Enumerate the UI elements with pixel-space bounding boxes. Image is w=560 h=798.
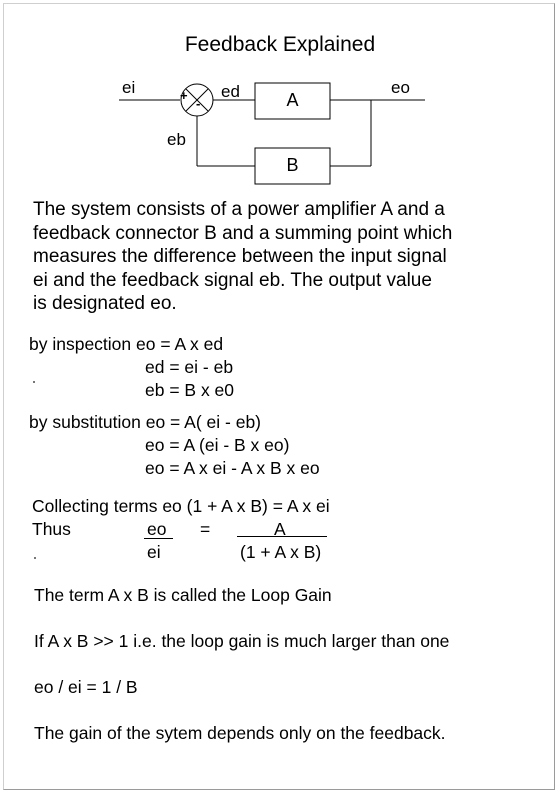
signal-label-output: eo [391,78,410,97]
thus-label: Thus [32,519,71,539]
description-line: The system consists of a power amplifier A and a [33,199,445,220]
description-line: ei and the feedback signal eb. The output value [33,269,432,291]
block-a-label: A [286,90,299,110]
stray-dot [33,381,35,383]
substitution-equation-3: eo = A x ei - A x B x eo [145,458,320,478]
collecting-terms-equation: Collecting terms eo (1 + A x B) = A x ei [32,496,330,516]
description-paragraph [33,198,548,316]
signal-label-feedback: eb [167,130,186,149]
description-line: feedback connector B and a summing point which [33,222,453,244]
page [3,3,555,790]
stray-dot [34,557,36,559]
substitution-equation-2: eo = A (ei - B x eo) [145,435,290,455]
substitution-equation-1: by substitution eo = A( ei - eb) [29,412,262,432]
page-title: Feedback Explained [184,33,376,56]
closed-loop-gain-result: eo / ei = 1 / B [34,677,138,697]
fraction-lhs-numerator: eo [147,519,167,539]
high-gain-condition: If A x B >> 1 i.e. the loop gain is much larger than one [34,631,450,651]
signal-label-input: ei [122,78,136,97]
inspection-equation-1: by inspection eo = A x ed [29,334,224,354]
fraction-rhs-denominator: (1 + A x B) [240,542,322,562]
fraction-rhs-numerator: A [274,519,286,539]
description-line: measures the difference between the input signal [33,246,447,267]
fraction-equals-sign: = [200,519,211,539]
description-line: is designated eo. [33,293,177,314]
block-b-label: B [286,155,299,175]
fraction-lhs-denominator: ei [147,542,161,562]
inspection-equation-3: eb = B x e0 [145,380,235,400]
summing-plus-sign: + [180,88,188,103]
summing-minus-sign: - [196,96,201,111]
inspection-equation-2: ed = ei - eb [145,357,234,377]
fraction-lhs-bar [144,538,173,539]
loop-gain-statement: The term A x B is called the Loop Gain [34,585,332,605]
fraction-rhs-bar [237,536,327,537]
signal-label-error: ed [221,82,240,101]
conclusion-statement: The gain of the sytem depends only on the feedback. [34,723,446,743]
